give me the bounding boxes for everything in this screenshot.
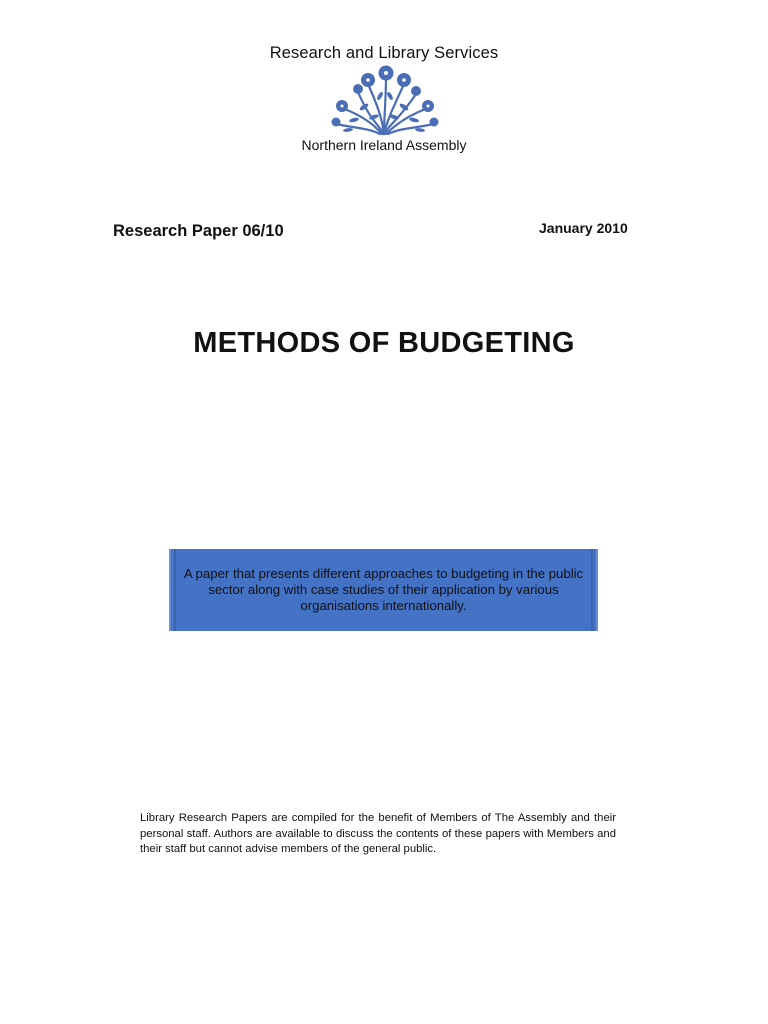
- summary-box: [169, 549, 598, 631]
- paper-date: January 2010: [539, 220, 628, 236]
- assembly-name: Northern Ireland Assembly: [301, 137, 467, 153]
- summary-text: A paper that presents different approaches to budgeting in the public sector along with case studies of their application by various organisations internationally.: [183, 566, 584, 613]
- organisation-name: Research and Library Services: [269, 44, 499, 62]
- summary-box-edge-left: [174, 549, 176, 631]
- disclaimer-text: Library Research Papers are compiled for the benefit of Members of The Assembly and their personal staff. Authors are available to discuss the contents of these papers with Members and their staff but cannot advise members of the general public.: [140, 812, 616, 855]
- flax-flower-icon: [324, 62, 444, 138]
- page-title: METHODS OF BUDGETING: [193, 327, 575, 359]
- summary-box-edge-right: [591, 549, 593, 631]
- paper-number: Research Paper 06/10: [113, 222, 284, 240]
